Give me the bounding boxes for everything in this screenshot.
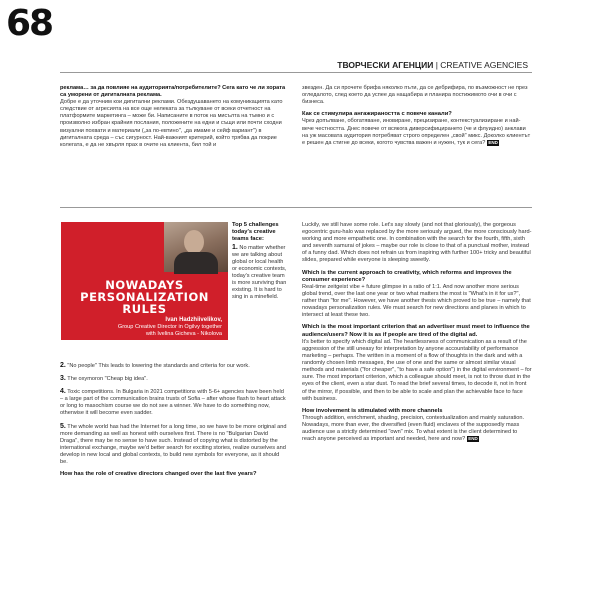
bg-right-column <box>302 85 532 152</box>
en-item-4 <box>60 388 288 417</box>
page-number: 68 <box>6 3 53 44</box>
feature-banner <box>61 222 228 340</box>
section-separator: | <box>435 60 438 70</box>
author-role-2: with Ivelina Gicheva - Nikolova <box>145 331 222 337</box>
en-item-5-text: The whole world has had the Internet for a long time, so we have to be more original and more demanding as well as honest with ourselves first. There is no "Bulgarian David Draga", there may be no sense to have such. Instead of copying what is distorted by the international exchange, maybe we'd better search for exciting stories, realize ourselves and develop in new local and global contexts, to build new symbols for everyone, as it should be. <box>60 423 287 466</box>
feature-title-line-2: PERSONALIZATION <box>80 290 209 304</box>
en-item-4-number: 4. <box>60 388 66 396</box>
bg-left-text: Добре е да уточним кои дигитални реклами. Обездушаването на комуникацията като следствие от агресията на все още нелеката за тълкуване от всеки отчетност на платформите маркетинга – може би. Написаните в поток на мисълта на тъмно и с произволно избран крайния послания, положените на едни и същи или почти сходни визуални похвати и материали („за по-евтино", „да имаме и сейф вариант") в дигиталната среда – със сигурност. Най-важният критерий, който трябва да покрие колегата, е да не хвърля прах в очите на клиента, бил той и <box>60 99 283 148</box>
en-right-heading-2: Which is the most important criterion that an advertiser must meet to influence the audience/users? Now it is as if people are tired of the digital ad. <box>302 324 530 338</box>
section-title-bg: ТВОРЧЕСКИ АГЕНЦИИ <box>337 60 434 70</box>
en-item-5-number: 5. <box>60 422 66 430</box>
en-right-p1: Luckily, we still have some role. Let's say slowly (and not that gloriously), the gorgeous egocentric guru-halo was replaced by the more seriously argued, the more consciously hard-working and more empathetic one. In combination with the search for the fourth, fifth, sixth and seventh samurai of jokes – maybe our role is close to that of a punctual mother, instead of a funny dad. Which does not refrain us from inspiring with further 100+ tricky and beautiful slides, prepared while everyone is sleeping sweetly. <box>302 222 532 264</box>
en-narrow-column <box>232 222 288 306</box>
en-item-2 <box>60 362 288 370</box>
feature-byline <box>61 317 222 338</box>
en-question-heading: How has the role of creative directors changed over the last five years? <box>60 471 257 478</box>
bg-lead: реклама… за да повлияе на аудиторията/потребителите? Сега като че ли хората са уморени от дигиталната реклама. <box>60 85 286 99</box>
end-mark-en: END <box>468 436 478 442</box>
header-rule <box>60 72 532 73</box>
portrait-body <box>174 252 218 274</box>
bg-right-p1: звезден. Да си прочете брифа няколко пъти, да се дебрифира, по възможност не през огледалото, след което да успее да нащабира и планира постижимото очи в очи с бизнеса. <box>302 85 528 106</box>
feature-title-line-3: RULES <box>122 302 167 316</box>
en-item-2-text: "No people" This leads to lowering the standards and criteria for our work. <box>67 363 250 369</box>
en-intro-heading: Top 5 challenges today's creative teams face: <box>232 222 279 243</box>
portrait-photo <box>164 222 228 272</box>
section-title-en: CREATIVE AGENCIES <box>440 60 528 70</box>
en-item-3-number: 3. <box>60 375 66 383</box>
bg-right-p2-text: Чрез допълване, обогатяване, иновиране, прецизиране, контекстуализиране и най-вече честността. Днес повече от всякога диверсифицирането (че и флуидно) анклави на уж масовата аудитория потребяват строго определен „свой" микс. Доколко клиентът е решен да стигне до всеки, когото чувства важен и нужен, тук и сега? <box>302 118 531 146</box>
en-right-p3: It's better to specify which digital ad. The heartlessness of communication as a result of the aggression of the still uneasy for interpretation by anyone accountability of performance marketing – perhaps. The written in a moment of a flow of thoughts in the dark and with a randomly chosen limb messages, the use of one and the same or almost similar visual methods and materials ("for cheaper", "to have a safe option") in the digital environment – for sure. The most important criterion, which a colleague should meet, is not to throw dust in the eyes of the client, even a star dust. To read the brief several times, to decode it, not in front of the mirror, if possible, and then to be able to scale and plan the achievable face to face with business. <box>302 338 532 402</box>
en-right-heading-3: How involvement is stimulated with more channels <box>302 407 443 414</box>
en-item-3-text: The oxymoron "Cheap big idea". <box>67 376 148 383</box>
en-item-1-number: 1. <box>232 243 238 251</box>
en-item-5 <box>60 423 288 467</box>
en-item-4-text: Toxic competitions. In Bulgaria in 2021 competitions with 5-6+ agencies have been held – a large part of the communication brains trusts of Sofia – after whose flash to heart attack or long to masochism course we do not see a winner. We have to do something now, otherwise it will become even sadder. <box>60 389 286 417</box>
en-item-1-text: No matter whether we are talking about global or local health or economic contexts, today's creative team is more surviving than existing. It is hard to sing in a minefield. <box>232 244 287 301</box>
section-header <box>337 60 528 70</box>
en-item-2-number: 2. <box>60 362 66 369</box>
en-right-column <box>302 222 532 448</box>
en-item-1 <box>232 244 288 302</box>
end-mark: END <box>488 139 498 145</box>
feature-title <box>61 279 228 315</box>
bg-left-column <box>60 85 290 154</box>
en-right-p2: Real-time zeitgeist vibe + future glimpse in a ratio of 1:1. And now another more serious global trend, over the last one year or two what matters the most is "What's in it for us?", rather than "for me". However, we have another thesis which proved to be true – namely that nowadays personalization rules. We must search for new directions and planes in which to intersect at least these two. <box>302 283 531 319</box>
author-role-1: Group Creative Director in Ogilvy together <box>117 324 222 330</box>
portrait-face <box>184 230 204 254</box>
author-name: Ivan Hadzhiivelikov, <box>165 317 222 323</box>
bg-right-p2 <box>302 118 532 146</box>
feature-title-line-1: NOWADAYS <box>105 278 184 292</box>
bg-right-heading: Как се стимулира ангажираността с повече канали? <box>302 111 452 118</box>
mid-rule <box>60 207 532 208</box>
en-right-heading-1: Which is the current approach to creativity, which reforms and improves the consumer experience? <box>302 269 512 283</box>
en-right-p4-text: Through addition, enrichment, shading, precision, contextualization and mainly saturation. Nowadays, more than ever, the diversified (even fluid) enclaves of the supposedly mass audience use a strictly determined "own" mix. To what extent is the client determined to reach anyone perceived as important and needed, here and now? <box>302 414 525 443</box>
en-right-p4 <box>302 415 532 443</box>
en-item-3 <box>60 375 288 383</box>
en-left-column <box>60 362 288 478</box>
